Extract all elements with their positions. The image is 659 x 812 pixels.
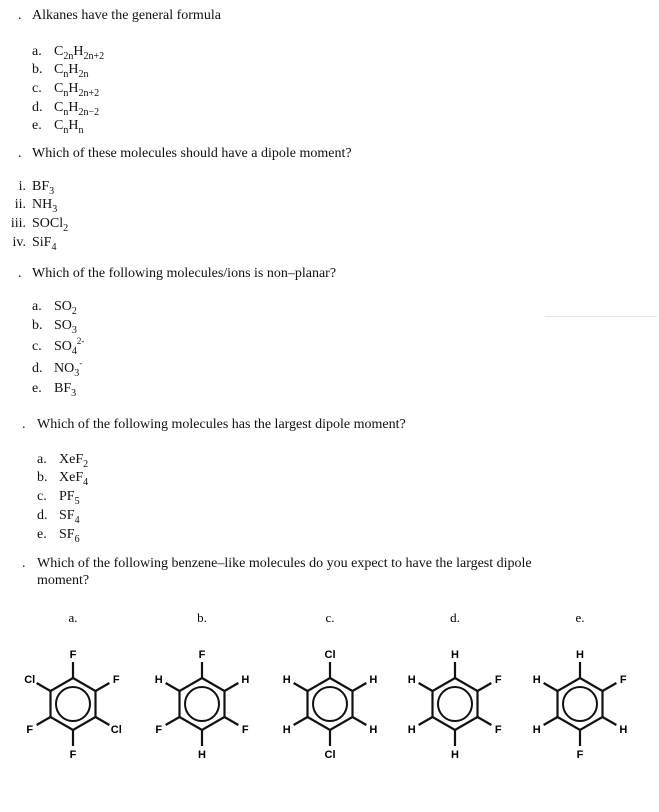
bond	[225, 717, 239, 725]
formula-subscript: 2n+2	[78, 88, 100, 99]
atom-label: H	[282, 674, 291, 686]
bond	[96, 683, 110, 691]
aromatic-circle	[313, 687, 347, 721]
question-bullet: .	[18, 146, 22, 161]
formula-text: SOCl	[32, 216, 64, 231]
formula-text: C	[54, 100, 64, 115]
bond	[544, 683, 558, 691]
formula-subscript: 3	[71, 325, 77, 336]
molecule-b	[155, 610, 250, 761]
question-text: Which of the following benzene–like molecules do you expect to have the largest dipole	[37, 556, 532, 571]
benzene-ring	[308, 678, 353, 730]
formula-subscript: 3	[71, 388, 77, 399]
formula-subscript: 4	[51, 242, 57, 253]
atom-label: H	[451, 749, 459, 761]
bond	[225, 683, 239, 691]
aromatic-circle	[56, 687, 90, 721]
formula-subscript: 3	[52, 204, 58, 215]
formula-text: SO	[54, 299, 72, 314]
atom-label: Cl	[324, 749, 336, 761]
bond	[603, 683, 617, 691]
formula-subscript: 2	[83, 459, 89, 470]
formula-subscript: 2n+2	[83, 51, 105, 62]
atom-label: F	[576, 749, 584, 761]
bond	[478, 683, 492, 691]
bond	[353, 717, 367, 725]
atom-label: H	[369, 724, 378, 736]
atom-label: F	[69, 749, 77, 761]
atom-label: F	[619, 674, 627, 686]
molecule-label: b.	[197, 610, 207, 625]
formula-subscript: 3	[74, 368, 80, 379]
atom-label: H	[619, 724, 628, 736]
atom-label: H	[369, 674, 378, 686]
option-label: c.	[32, 339, 42, 354]
option-label: c.	[32, 81, 42, 96]
formula-subscript: n	[78, 125, 84, 136]
molecule-label: d.	[450, 610, 460, 625]
formula-text: C	[54, 118, 64, 133]
formula-subscript: n	[63, 107, 69, 118]
bond	[419, 717, 433, 725]
formula-text: NH	[32, 197, 53, 212]
benzene-ring	[51, 678, 96, 730]
formula-text: XeF	[59, 452, 84, 467]
option-label: i.	[18, 179, 26, 194]
formula-text: H	[68, 62, 79, 77]
formula-text: NO	[54, 361, 75, 376]
formula-text: SO	[54, 339, 72, 354]
question-text-continued: moment?	[37, 573, 90, 588]
aromatic-circle	[563, 687, 597, 721]
benzene-ring	[558, 678, 603, 730]
atom-label: H	[241, 674, 250, 686]
atom-label: H	[282, 724, 291, 736]
atom-label: H	[154, 674, 163, 686]
option-label: b.	[32, 62, 43, 77]
atom-label: H	[451, 649, 459, 661]
option-label: d.	[32, 361, 43, 376]
molecule-a	[24, 610, 122, 761]
formula-text: PF	[59, 489, 75, 504]
formula-text: SF	[59, 508, 75, 523]
bond	[37, 717, 51, 725]
atom-label: Cl	[24, 674, 36, 686]
atom-label: H	[532, 724, 541, 736]
formula-text: C	[54, 81, 64, 96]
bond	[544, 717, 558, 725]
atom-label: F	[494, 724, 502, 736]
bond	[353, 683, 367, 691]
formula-subscript: 2n−2	[78, 107, 100, 118]
formula-subscript: 2n	[63, 51, 74, 62]
formula-subscript: 4	[83, 477, 89, 488]
formula-supscript: -	[79, 358, 83, 368]
formula-text: H	[68, 81, 79, 96]
bond	[166, 717, 180, 725]
benzene-ring	[180, 678, 225, 730]
formula-subscript: n	[63, 88, 69, 99]
formula-subscript: 2	[63, 223, 69, 234]
formula-subscript: 2	[71, 306, 77, 317]
molecule-c	[283, 610, 378, 761]
bond	[603, 717, 617, 725]
aromatic-circle	[185, 687, 219, 721]
molecule-d	[408, 610, 502, 761]
bond	[166, 683, 180, 691]
option-label: a.	[32, 299, 42, 314]
molecule-label: e.	[575, 610, 585, 625]
question-bullet: .	[22, 417, 26, 432]
formula-text: SF	[59, 527, 75, 542]
option-label: d.	[32, 100, 43, 115]
atom-label: H	[576, 649, 584, 661]
formula-subscript: 2n	[78, 69, 89, 80]
atom-label: Cl	[110, 724, 122, 736]
formula-subscript: 5	[74, 496, 80, 507]
option-label: d.	[37, 508, 48, 523]
molecule-label: c.	[325, 610, 335, 625]
atom-label: F	[112, 674, 120, 686]
atom-label: F	[494, 674, 502, 686]
formula-subscript: 3	[49, 186, 55, 197]
question-text: Which of these molecules should have a dipole moment?	[32, 146, 352, 161]
formula-subscript: n	[63, 125, 69, 136]
question-text: Which of the following molecules/ions is non–planar?	[32, 266, 337, 281]
option-label: iv.	[12, 235, 26, 250]
option-label: ii.	[14, 197, 26, 212]
atom-label: F	[241, 724, 249, 736]
formula-text: C	[54, 62, 64, 77]
formula-text: BF	[54, 381, 72, 396]
formula-text: H	[68, 118, 79, 133]
formula-text: XeF	[59, 470, 84, 485]
atom-label: F	[155, 724, 163, 736]
aromatic-circle	[438, 687, 472, 721]
formula-text: SiF	[32, 235, 52, 250]
option-label: iii.	[10, 216, 26, 231]
atom-label: H	[407, 724, 416, 736]
bond	[419, 683, 433, 691]
question-bullet: .	[18, 266, 22, 281]
atom-label: H	[407, 674, 416, 686]
question-bullet: .	[22, 556, 26, 571]
option-label: c.	[37, 489, 47, 504]
bond	[294, 717, 308, 725]
bond	[294, 683, 308, 691]
formula-subscript: 4	[74, 515, 80, 526]
formula-subscript: 4	[71, 346, 77, 357]
atom-label: Cl	[324, 649, 336, 661]
question-bullet: .	[18, 8, 22, 23]
bond	[478, 717, 492, 725]
atom-label: H	[532, 674, 541, 686]
formula-text: C	[54, 44, 64, 59]
formula-text: H	[73, 44, 84, 59]
bond	[96, 717, 110, 725]
atom-label: F	[198, 649, 206, 661]
formula-text: BF	[32, 179, 50, 194]
option-label: e.	[32, 118, 42, 133]
atom-label: F	[26, 724, 34, 736]
question-text: Alkanes have the general formula	[32, 8, 221, 23]
option-label: b.	[32, 318, 43, 333]
option-label: a.	[37, 452, 47, 467]
molecule-e	[533, 610, 628, 761]
atom-label: F	[69, 649, 77, 661]
option-label: b.	[37, 470, 48, 485]
option-label: e.	[32, 381, 42, 396]
option-label: e.	[37, 527, 47, 542]
atom-label: H	[198, 749, 206, 761]
question-text: Which of the following molecules has the largest dipole moment?	[37, 417, 406, 432]
formula-supscript: 2-	[76, 336, 85, 346]
option-label: a.	[32, 44, 42, 59]
bond	[37, 683, 51, 691]
molecule-label: a.	[68, 610, 78, 625]
formula-text: H	[68, 100, 79, 115]
formula-subscript: 6	[74, 534, 80, 545]
benzene-ring	[433, 678, 478, 730]
formula-subscript: n	[63, 69, 69, 80]
formula-text: SO	[54, 318, 72, 333]
